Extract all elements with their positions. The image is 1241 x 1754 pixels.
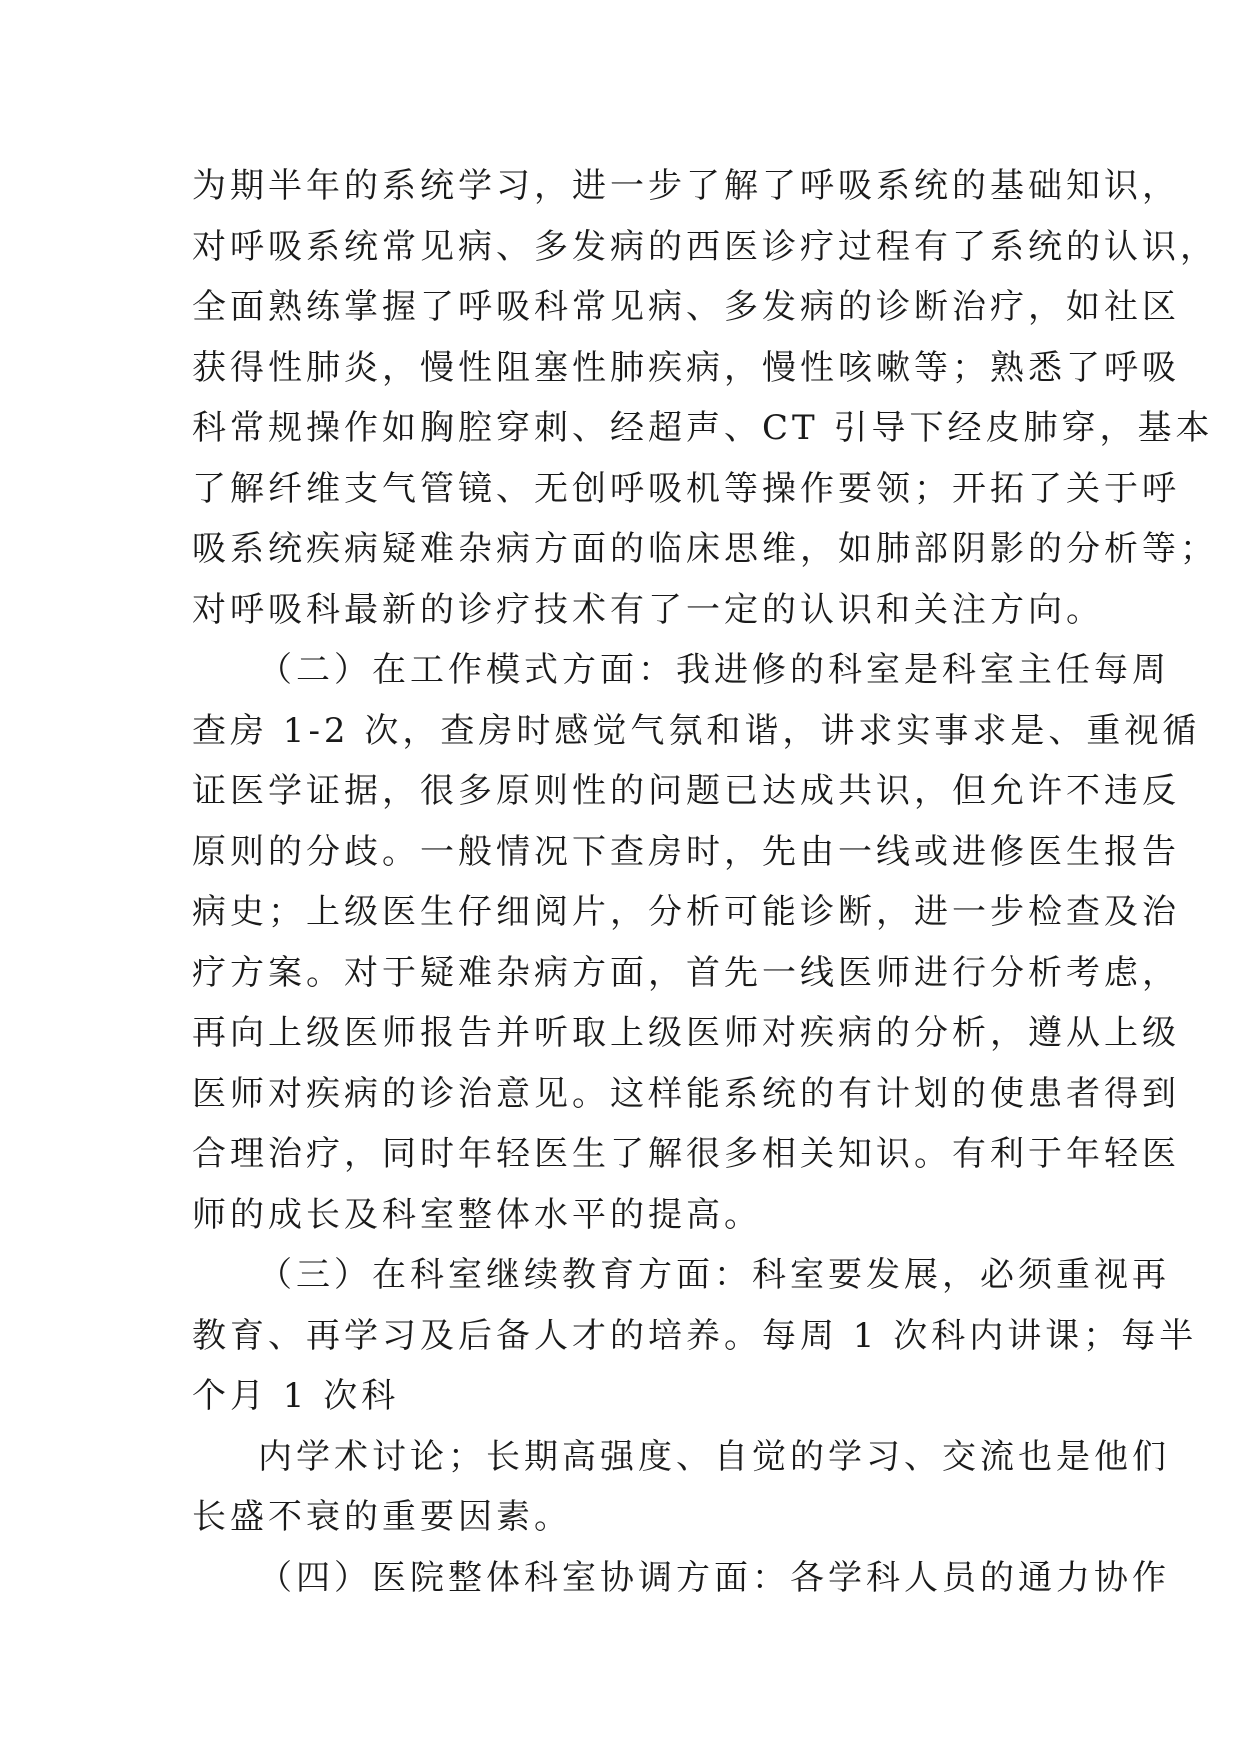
paragraph-heading-2: （二）在工作模式方面：我进修的科室是科室主任每周 bbox=[258, 650, 1170, 690]
text-line: 合理治疗，同时年轻医生了解很多相关知识。有利于年轻医 bbox=[192, 1134, 1180, 1174]
text-line: 查房 1-2 次，查房时感觉气氛和谐，讲求实事求是、重视循 bbox=[192, 710, 1201, 751]
text-line: 全面熟练掌握了呼吸科常见病、多发病的诊断治疗，如社区 bbox=[192, 287, 1180, 327]
text-line: 疗方案。对于疑难杂病方面，首先一线医师进行分析考虑， bbox=[192, 952, 1180, 993]
text-line: 师的成长及科室整体水平的提高。 bbox=[192, 1194, 762, 1235]
text-line: 对呼吸系统常见病、多发病的西医诊疗过程有了系统的认识， bbox=[192, 226, 1218, 267]
body-text bbox=[192, 156, 1218, 1608]
text-line: 医师对疾病的诊治意见。这样能系统的有计划的使患者得到 bbox=[192, 1073, 1180, 1114]
text-line: 个月 1 次科 bbox=[192, 1376, 400, 1416]
text-line: 再向上级医师报告并听取上级医师对疾病的分析，遵从上级 bbox=[192, 1013, 1180, 1053]
text-line: 教育、再学习及后备人才的培养。每周 1 次科内讲课；每半 bbox=[192, 1315, 1198, 1356]
text-line: 科常规操作如胸腔穿刺、经超声、CT 引导下经皮肺穿，基本 bbox=[192, 408, 1214, 448]
text-line: 为期半年的系统学习，进一步了解了呼吸系统的基础知识， bbox=[192, 166, 1180, 206]
text-line: 病史；上级医生仔细阅片，分析可能诊断，进一步检查及治 bbox=[192, 892, 1180, 932]
text-line: 长盛不衰的重要因素。 bbox=[192, 1497, 572, 1537]
text-line: 证医学证据，很多原则性的问题已达成共识，但允许不违反 bbox=[192, 771, 1180, 811]
text-line: 了解纤维支气管镜、无创呼吸机等操作要领；开拓了关于呼 bbox=[192, 468, 1180, 509]
text-line: 内学术讨论；长期高强度、自觉的学习、交流也是他们 bbox=[258, 1436, 1170, 1477]
text-line: 获得性肺炎，慢性阻塞性肺疾病，慢性咳嗽等；熟悉了呼吸 bbox=[192, 347, 1180, 388]
paragraph-heading-4: （四）医院整体科室协调方面：各学科人员的通力协作 bbox=[258, 1557, 1170, 1598]
paragraph-heading-3: （三）在科室继续教育方面：科室要发展，必须重视再 bbox=[258, 1255, 1170, 1295]
text-line: 对呼吸科最新的诊疗技术有了一定的认识和关注方向。 bbox=[192, 589, 1104, 630]
text-line: 吸系统疾病疑难杂病方面的临床思维，如肺部阴影的分析等； bbox=[192, 529, 1218, 569]
text-line: 原则的分歧。一般情况下查房时，先由一线或进修医生报告 bbox=[192, 831, 1180, 872]
